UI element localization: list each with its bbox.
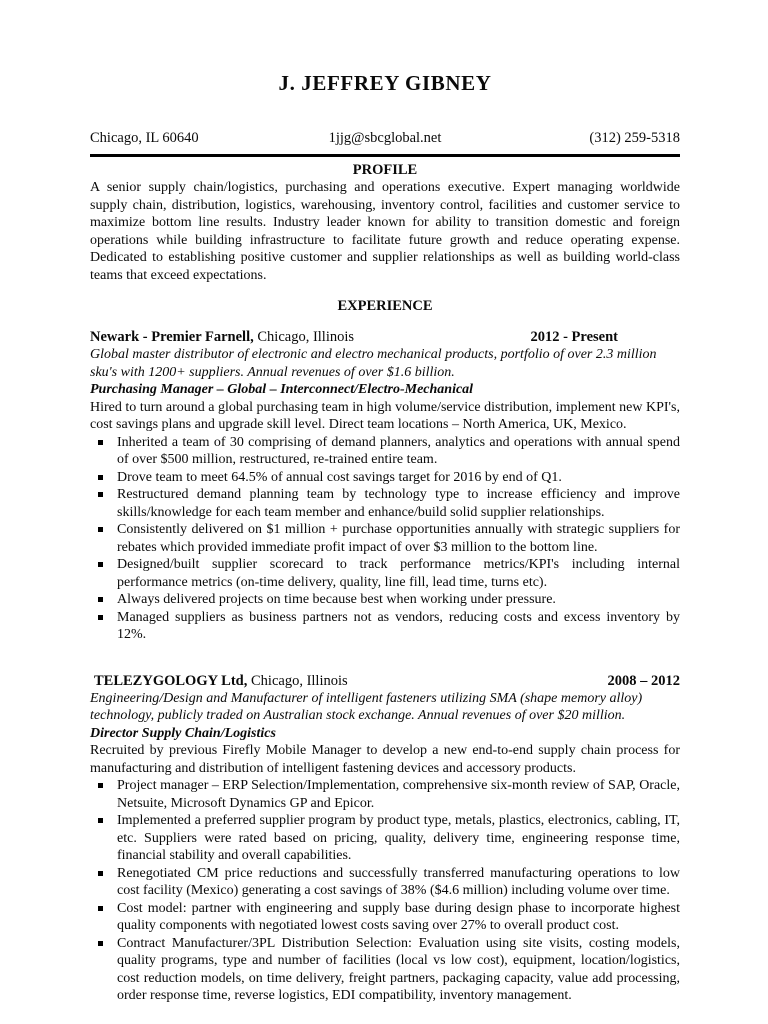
job-description: Global master distributor of electronic and electro mechanical products, portfolio of over 2.3 million sku's with 1200+ suppliers. Annual revenues of over $1.6 billion. <box>90 347 657 380</box>
job-location: Chicago, Illinois <box>247 672 348 689</box>
list-item <box>90 591 680 609</box>
header-divider <box>90 154 680 157</box>
bullet-text: Inherited a team of 30 comprising of demand planners, analytics and operations with annual spend of over $500 million, restructured, re-trained entire team. <box>117 434 680 467</box>
job-title: Director Supply Chain/Logistics <box>90 725 276 741</box>
page-title: J. JEFFREY GIBNEY <box>278 71 492 95</box>
contact-location: Chicago, IL 60640 <box>90 130 199 146</box>
job-header <box>90 328 680 346</box>
bullet-text: Contract Manufacturer/3PL Distribution Selection: Evaluation using site visits, costing models, quality programs, type and number of facilities (local vs low cost), equipment, location/logistics, cost reduction models, on time delivery, freight partners, packaging capacity, value add processing, order response time, reverse logistics, EDI compatibility, inventory management. <box>117 935 680 1003</box>
bullet-marker <box>98 527 103 532</box>
list-item <box>90 777 680 812</box>
job-telezygology <box>90 672 680 1005</box>
bullet-marker <box>98 562 103 567</box>
job-title: Purchasing Manager – Global – Interconnect/Electro-Mechanical <box>90 382 474 397</box>
bullet-text: Implemented a preferred supplier program by product type, metals, plastics, electronics, cabling, IT, etc. Suppliers were rated based on pricing, quality, delivery time, engineering response time, financial stability and overall capabilities. <box>117 813 680 863</box>
profile-heading: PROFILE <box>352 162 418 178</box>
bullet-marker <box>98 440 103 445</box>
bullet-marker <box>98 871 103 876</box>
bullet-text: Designed/built supplier scorecard to track performance metrics/KPI's including internal performance metrics (on-time delivery, quality, line fill, lead time, turns etc). <box>117 557 680 590</box>
bullet-marker <box>98 906 103 911</box>
bullet-text: Renegotiated CM price reductions and successfully transferred manufacturing operations to low cost facility (Mexico) generating a cost savings of 38% ($4.6 million) including volume over time. <box>117 865 680 898</box>
job-bullet-list <box>90 434 680 644</box>
job-bullet-list <box>90 777 680 1005</box>
bullet-marker <box>98 597 103 602</box>
job-newark-premier-farnell <box>90 328 680 644</box>
bullet-text: Consistently delivered on $1 million + purchase opportunities annually with strategic suppliers for rebates which provided immediate profit impact of over $3 million to the bottom line. <box>117 522 680 555</box>
list-item <box>90 521 680 556</box>
bullet-marker <box>98 615 103 620</box>
list-item <box>90 900 680 935</box>
job-dates: 2012 - Present <box>530 329 618 345</box>
bullet-marker <box>98 818 103 823</box>
job-summary: Hired to turn around a global purchasing team in high volume/service distribution, implement new KPI's, cost savings plans and upgrade skill level. Direct team locations – North America, UK, Mexico. <box>90 399 680 432</box>
bullet-text: Cost model: partner with engineering and supply base during design phase to incorporate highest quality components with negotiated lowest costs saving over 27% to overall product cost. <box>117 900 680 933</box>
bullet-text: Managed suppliers as business partners not as vendors, reducing costs and excess inventory by 12%. <box>117 609 680 642</box>
list-item <box>90 609 680 644</box>
list-item <box>90 486 680 521</box>
job-dates: 2008 – 2012 <box>607 672 680 689</box>
contact-email: 1jjg@sbcglobal.net <box>328 130 442 146</box>
contact-row <box>90 129 680 147</box>
list-item <box>90 556 680 591</box>
list-item <box>90 812 680 865</box>
bullet-marker <box>98 941 103 946</box>
list-item <box>90 865 680 900</box>
bullet-text: Restructured demand planning team by technology type to increase efficiency and improve skills/knowledge for each team member and enhance/build solid supplier relationships. <box>117 487 680 520</box>
job-company: TELEZYGOLOGY Ltd, <box>94 672 248 689</box>
job-location: Chicago, Illinois <box>253 329 355 345</box>
job-company: Newark - Premier Farnell, <box>90 329 254 345</box>
bullet-marker <box>98 783 103 788</box>
contact-phone: (312) 259-5318 <box>589 130 680 146</box>
list-item <box>90 935 680 1005</box>
job-company-line <box>94 672 348 690</box>
job-summary: Recruited by previous Firefly Mobile Manager to develop a new end-to-end supply chain process for manufacturing and distribution of intelligent fastening devices and accessory products. <box>90 743 680 776</box>
bullet-text: Drove team to meet 64.5% of annual cost savings target for 2016 by end of Q1. <box>117 469 562 485</box>
experience-heading: EXPERIENCE <box>337 298 433 314</box>
list-item <box>90 469 680 487</box>
bullet-marker <box>98 492 103 497</box>
list-item <box>90 434 680 469</box>
job-company-line <box>90 328 354 346</box>
bullet-text: Always delivered projects on time because best when working under pressure. <box>117 592 556 607</box>
bullet-text: Project manager – ERP Selection/Implementation, comprehensive six-month review of SAP, Oracle, Netsuite, Microsoft Dynamics GP and Epicor. <box>117 778 680 811</box>
job-header <box>90 672 680 690</box>
job-description: Engineering/Design and Manufacturer of intelligent fasteners utilizing SMA (shape memory alloy) technology, publicly traded on Australian stock exchange. Annual revenues of over $20 million. <box>90 690 643 723</box>
profile-text: A senior supply chain/logistics, purchasing and operations executive. Expert managing worldwide supply chain, distribution, logistics, warehousing, inventory control, facilities and customer service to maximize bottom line results. Industry leader known for ability to transition domestic and foreign operations while building infrastructure to facilitate future growth and reduce operating expense. Dedicated to establishing positive customer and supplier relationships as well as building world-class teams that exceed expectations. <box>90 180 680 283</box>
bullet-marker <box>98 475 103 480</box>
